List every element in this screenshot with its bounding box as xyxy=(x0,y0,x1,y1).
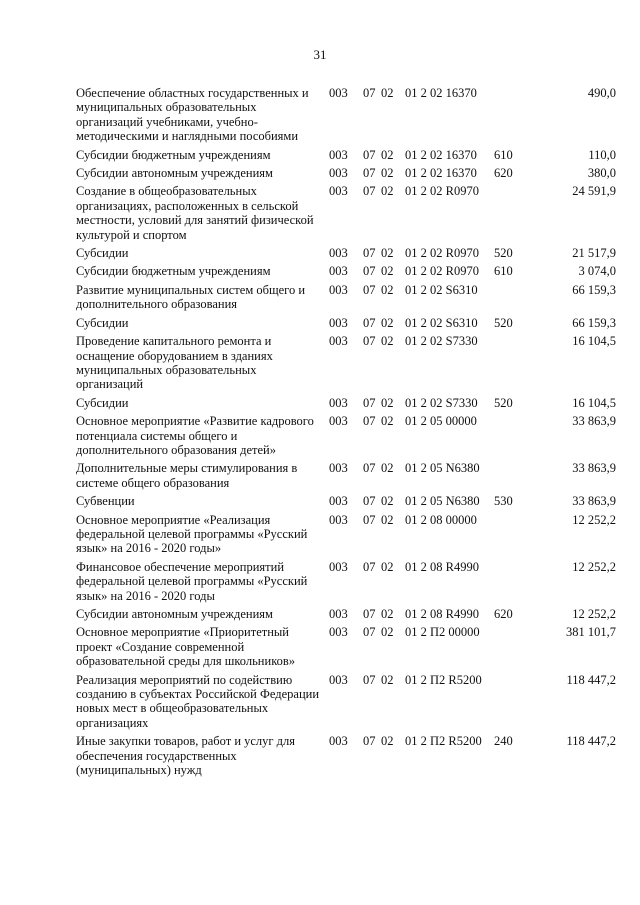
row-target-code: 01 2 02 R0970 xyxy=(405,184,479,199)
table-row xyxy=(76,513,616,560)
row-target-code: 01 2 05 N6380 xyxy=(405,494,480,509)
row-ved-code: 003 xyxy=(329,672,348,687)
row-target-code: 01 2 02 R0970 xyxy=(405,246,479,261)
page-number: 31 xyxy=(313,47,327,62)
row-ved-code: 003 xyxy=(329,246,348,261)
row-section-code: 07 xyxy=(363,86,376,100)
row-target-code: 01 2 02 R0970 xyxy=(405,264,479,279)
row-amount: 381 101,7 xyxy=(566,625,616,640)
row-name: Субвенции xyxy=(76,494,135,509)
table-row xyxy=(76,184,616,246)
row-subsection-code: 02 xyxy=(381,559,394,574)
row-target-code: 01 2 08 R4990 xyxy=(405,607,479,621)
table-row xyxy=(76,166,616,184)
table-row xyxy=(76,334,616,396)
row-subsection-code: 02 xyxy=(381,625,394,640)
row-name: Субсидии бюджетным учреждениям xyxy=(76,147,271,162)
table-row xyxy=(76,316,616,334)
row-expense-type-code xyxy=(494,334,522,396)
row-section-code: 07 xyxy=(363,625,376,640)
table-row xyxy=(76,283,616,316)
row-amount: 110,0 xyxy=(588,147,616,162)
row-subsection-code: 02 xyxy=(381,494,394,509)
row-expense-type-code xyxy=(494,513,522,560)
row-expense-type-code xyxy=(494,625,522,672)
row-amount: 33 863,9 xyxy=(572,461,616,476)
row-name: Иные закупки товаров, работ и услуг для обеспечения государственных (муниципальных) нужд xyxy=(76,734,296,778)
table-row xyxy=(76,461,616,494)
row-expense-type-code xyxy=(494,86,522,148)
row-name: Субсидии автономным учреждениям xyxy=(76,166,273,181)
row-name: Создание в общеобразовательных организациях, расположенных в сельской местности, условий для занятий физической культурой и спортом xyxy=(76,184,314,242)
row-name: Субсидии xyxy=(76,315,129,330)
row-amount: 24 591,9 xyxy=(572,184,616,199)
row-ved-code: 003 xyxy=(329,734,348,749)
row-target-code: 01 2 П2 00000 xyxy=(405,625,480,640)
row-subsection-code: 02 xyxy=(381,607,394,621)
row-amount: 12 252,2 xyxy=(572,512,616,527)
row-section-code: 07 xyxy=(363,315,376,330)
row-name: Реализация мероприятий по содействию созданию в субъектах Российской Федерации новых мест в общеобразовательных организациях xyxy=(76,672,320,730)
row-target-code: 01 2 02 S6310 xyxy=(405,282,478,297)
row-name: Субсидии xyxy=(76,246,129,261)
row-expense-type-code: 620 xyxy=(494,607,513,621)
row-ved-code: 003 xyxy=(329,559,348,574)
table-row xyxy=(76,494,616,512)
row-ved-code: 003 xyxy=(329,315,348,330)
row-name: Развитие муниципальных систем общего и дополнительного образования xyxy=(76,282,306,312)
row-subsection-code: 02 xyxy=(381,315,394,330)
row-subsection-code: 02 xyxy=(381,461,394,476)
row-section-code: 07 xyxy=(363,672,376,687)
row-target-code: 01 2 П2 R5200 xyxy=(405,672,482,687)
row-section-code: 07 xyxy=(363,334,376,349)
row-name: Субсидии xyxy=(76,395,129,410)
row-section-code: 07 xyxy=(363,184,376,199)
row-amount: 33 863,9 xyxy=(572,414,616,429)
row-amount: 490,0 xyxy=(587,86,616,100)
row-target-code: 01 2 02 S6310 xyxy=(405,315,478,330)
row-target-code: 01 2 02 16370 xyxy=(405,147,477,162)
row-ved-code: 003 xyxy=(329,184,348,199)
row-name: Субсидии автономным учреждениям xyxy=(76,607,273,621)
row-name: Основное мероприятие «Приоритетный проект «Создание современной образовательной среды для школьников» xyxy=(76,625,296,669)
table-row xyxy=(76,264,616,282)
row-target-code: 01 2 08 00000 xyxy=(405,512,477,527)
row-subsection-code: 02 xyxy=(381,264,394,279)
row-target-code: 01 2 05 N6380 xyxy=(405,461,480,476)
row-subsection-code: 02 xyxy=(381,734,394,749)
row-amount: 16 104,5 xyxy=(572,334,616,349)
table-row xyxy=(76,396,616,414)
table-row xyxy=(76,246,616,264)
row-subsection-code: 02 xyxy=(381,246,394,261)
table-row xyxy=(76,86,616,148)
row-expense-type-code: 610 xyxy=(494,147,513,162)
row-target-code: 01 2 П2 R5200 xyxy=(405,734,482,749)
budget-table xyxy=(76,86,616,781)
row-ved-code: 003 xyxy=(329,264,348,279)
row-section-code: 07 xyxy=(363,395,376,410)
row-name: Основное мероприятие «Развитие кадрового потенциала системы общего и дополнительного образования детей» xyxy=(76,414,314,457)
table-row xyxy=(76,607,616,625)
row-amount: 118 447,2 xyxy=(566,672,616,687)
row-section-code: 07 xyxy=(363,264,376,279)
row-target-code: 01 2 08 R4990 xyxy=(405,559,479,574)
row-amount: 33 863,9 xyxy=(572,494,616,509)
row-subsection-code: 02 xyxy=(381,512,394,527)
row-target-code: 01 2 05 00000 xyxy=(405,414,477,429)
row-subsection-code: 02 xyxy=(381,414,394,429)
row-subsection-code: 02 xyxy=(381,184,394,199)
table-row xyxy=(76,625,616,672)
row-subsection-code: 02 xyxy=(381,147,394,162)
row-section-code: 07 xyxy=(363,246,376,261)
row-ved-code: 003 xyxy=(329,86,348,100)
row-subsection-code: 02 xyxy=(381,672,394,687)
row-ved-code: 003 xyxy=(329,607,348,621)
row-expense-type-code: 520 xyxy=(494,315,513,330)
row-subsection-code: 02 xyxy=(381,166,394,181)
row-amount: 21 517,9 xyxy=(572,246,616,261)
row-expense-type-code xyxy=(494,414,522,461)
row-section-code: 07 xyxy=(363,494,376,509)
row-ved-code: 003 xyxy=(329,282,348,297)
row-section-code: 07 xyxy=(363,559,376,574)
budget-table-body xyxy=(76,86,616,781)
row-expense-type-code: 520 xyxy=(494,395,513,410)
row-amount: 118 447,2 xyxy=(566,734,616,749)
row-name: Финансовое обеспечение мероприятий федеральной целевой программы «Русский язык» на 2016 - 2020 годы xyxy=(76,559,308,603)
row-ved-code: 003 xyxy=(329,512,348,527)
row-amount: 12 252,2 xyxy=(572,559,616,574)
table-row xyxy=(76,148,616,166)
row-subsection-code: 02 xyxy=(381,334,394,349)
row-expense-type-code: 620 xyxy=(494,166,513,181)
table-row xyxy=(76,734,616,781)
row-amount: 380,0 xyxy=(587,166,616,181)
row-expense-type-code xyxy=(494,184,522,246)
row-ved-code: 003 xyxy=(329,494,348,509)
row-name: Субсидии бюджетным учреждениям xyxy=(76,264,271,279)
row-expense-type-code xyxy=(494,283,522,316)
row-subsection-code: 02 xyxy=(381,282,394,297)
row-subsection-code: 02 xyxy=(381,86,394,100)
table-row xyxy=(76,414,616,461)
row-section-code: 07 xyxy=(363,414,376,429)
row-target-code: 01 2 02 S7330 xyxy=(405,395,478,410)
row-expense-type-code xyxy=(494,461,522,494)
row-section-code: 07 xyxy=(363,607,376,621)
row-amount: 12 252,2 xyxy=(572,607,616,621)
row-subsection-code: 02 xyxy=(381,395,394,410)
row-expense-type-code: 530 xyxy=(494,494,513,509)
row-ved-code: 003 xyxy=(329,166,348,181)
row-amount: 66 159,3 xyxy=(572,315,616,330)
row-ved-code: 003 xyxy=(329,625,348,640)
row-ved-code: 003 xyxy=(329,395,348,410)
row-target-code: 01 2 02 S7330 xyxy=(405,334,478,349)
row-section-code: 07 xyxy=(363,734,376,749)
row-ved-code: 003 xyxy=(329,334,348,349)
row-name: Дополнительные меры стимулирования в системе общего образования xyxy=(76,461,298,490)
row-expense-type-code xyxy=(494,560,522,607)
row-target-code: 01 2 02 16370 xyxy=(405,166,477,181)
row-name: Обеспечение областных государственных и муниципальных образовательных организаций учебниками, учебно-методическими и наглядными пособиями xyxy=(76,86,309,144)
row-section-code: 07 xyxy=(363,282,376,297)
row-expense-type-code: 520 xyxy=(494,246,513,261)
row-amount: 3 074,0 xyxy=(578,264,616,279)
row-section-code: 07 xyxy=(363,512,376,527)
row-name: Проведение капитального ремонта и оснащение оборудованием в зданиях муниципальных образовательных организаций xyxy=(76,334,273,392)
row-section-code: 07 xyxy=(363,461,376,476)
row-expense-type-code: 610 xyxy=(494,264,513,279)
row-amount: 66 159,3 xyxy=(572,282,616,297)
row-ved-code: 003 xyxy=(329,147,348,162)
row-expense-type-code: 240 xyxy=(494,734,513,749)
row-section-code: 07 xyxy=(363,166,376,181)
table-row xyxy=(76,673,616,735)
row-name: Основное мероприятие «Реализация федеральной целевой программы «Русский язык» на 2016 - 2020 годы» xyxy=(76,512,308,556)
row-section-code: 07 xyxy=(363,147,376,162)
table-row xyxy=(76,560,616,607)
row-amount: 16 104,5 xyxy=(572,395,616,410)
row-target-code: 01 2 02 16370 xyxy=(405,86,477,100)
row-ved-code: 003 xyxy=(329,461,348,476)
row-expense-type-code xyxy=(494,673,522,735)
row-ved-code: 003 xyxy=(329,414,348,429)
